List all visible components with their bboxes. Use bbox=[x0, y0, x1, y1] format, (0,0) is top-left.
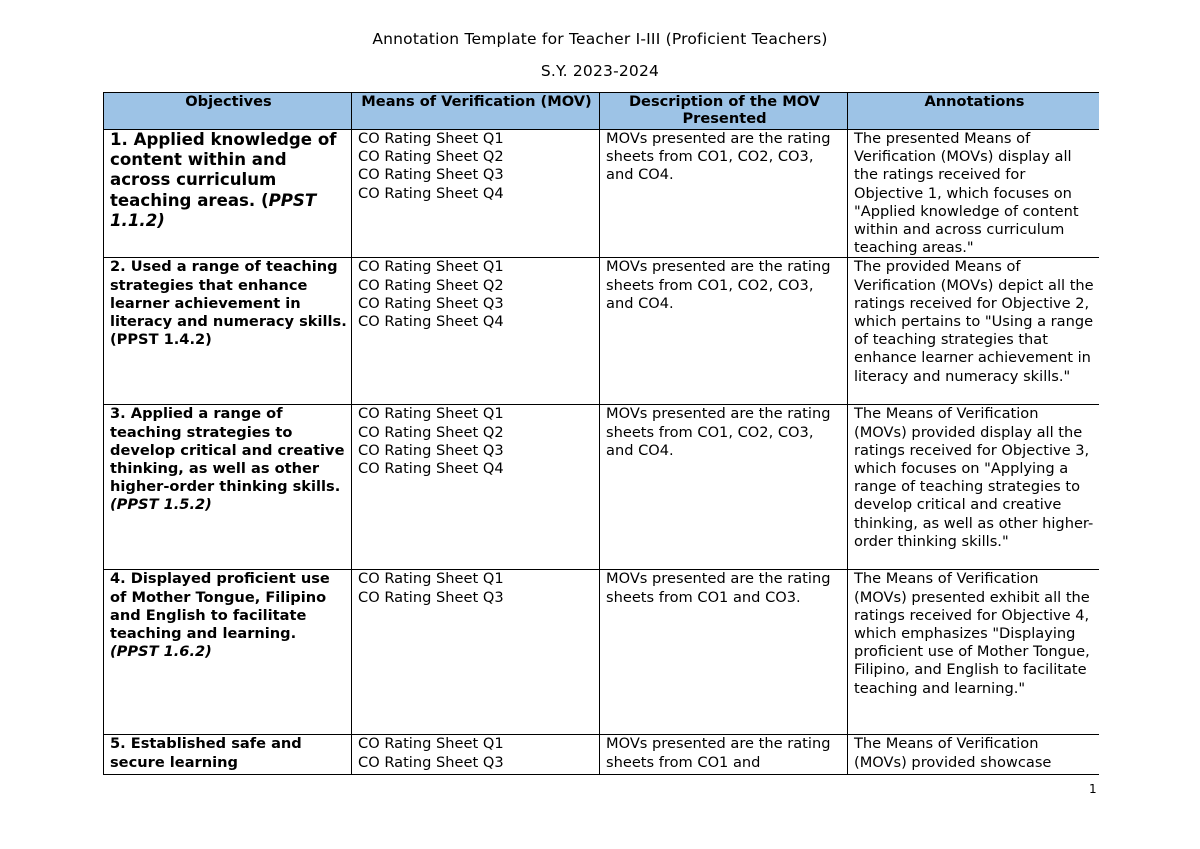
annotation-cell: The Means of Verification (MOVs) provided showcase bbox=[848, 735, 1100, 775]
description-cell: MOVs presented are the rating sheets from CO1, CO2, CO3, and CO4. bbox=[600, 130, 848, 258]
objective-text: 4. Displayed proficient use of Mother Tongue, Filipino and English to facilitate teaching and learning. bbox=[110, 570, 330, 643]
table-row bbox=[104, 405, 1100, 570]
objective-text: 1. Applied knowledge of content within and across curriculum teaching areas. ( bbox=[110, 130, 337, 210]
ppst-reference: PPST 1.1.2) bbox=[110, 190, 317, 230]
column-header-description: Description of the MOV Presented bbox=[600, 93, 848, 130]
mov-cell: CO Rating Sheet Q1 CO Rating Sheet Q2 CO Rating Sheet Q3 CO Rating Sheet Q4 bbox=[352, 130, 600, 258]
objective-text: 2. Used a range of teaching strategies that enhance learner achievement in literacy and numeracy skills. (PPST 1.4.2) bbox=[110, 258, 347, 349]
description-cell: MOVs presented are the rating sheets from CO1, CO2, CO3, and CO4. bbox=[600, 258, 848, 405]
mov-cell: CO Rating Sheet Q1 CO Rating Sheet Q2 CO Rating Sheet Q3 CO Rating Sheet Q4 bbox=[352, 258, 600, 405]
school-year: S.Y. 2023-2024 bbox=[540, 62, 660, 80]
mov-cell: CO Rating Sheet Q1 CO Rating Sheet Q3 bbox=[352, 570, 600, 735]
ppst-reference: (PPST 1.5.2) bbox=[110, 496, 212, 514]
table-row bbox=[104, 130, 1100, 258]
objective-text: 3. Applied a range of teaching strategies to develop critical and creative thinking, as well as other higher-order thinking skills. bbox=[110, 405, 345, 496]
document-title: Annotation Template for Teacher I-III (Proficient Teachers) bbox=[372, 30, 828, 48]
annotation-cell: The presented Means of Verification (MOVs) display all the ratings received for Objective 1, which focuses on "Applied knowledge of content within and across curriculum teaching areas." bbox=[848, 130, 1100, 258]
page-number: 1 bbox=[1089, 782, 1097, 796]
description-cell: MOVs presented are the rating sheets from CO1 and CO3. bbox=[600, 570, 848, 735]
description-cell: MOVs presented are the rating sheets from CO1 and bbox=[600, 735, 848, 775]
annotation-cell: The provided Means of Verification (MOVs) depict all the ratings received for Objective 2, which pertains to "Using a range of teaching strategies that enhance learner achievement in literacy and numeracy skills." bbox=[848, 258, 1100, 405]
table-row bbox=[104, 570, 1100, 735]
annotation-table bbox=[103, 92, 1099, 775]
annotation-cell: The Means of Verification (MOVs) provided display all the ratings received for Objective 3, which focuses on "Applying a range of teaching strategies to develop critical and creative thinking, as well as other higher-order thinking skills." bbox=[848, 405, 1100, 570]
objective-text: 5. Established safe and secure learning bbox=[110, 735, 302, 771]
annotation-cell: The Means of Verification (MOVs) presented exhibit all the ratings received for Objective 4, which emphasizes "Displaying proficient use of Mother Tongue, Filipino, and English to facilitate teaching and learning." bbox=[848, 570, 1100, 735]
ppst-reference: (PPST 1.6.2) bbox=[110, 643, 212, 661]
table-row bbox=[104, 258, 1100, 405]
table-header-row bbox=[104, 93, 1100, 130]
table-row bbox=[104, 735, 1100, 775]
column-header-objectives: Objectives bbox=[104, 93, 352, 130]
objective-cell bbox=[104, 735, 352, 775]
annotation-table-container bbox=[103, 92, 1099, 775]
mov-cell: CO Rating Sheet Q1 CO Rating Sheet Q3 bbox=[352, 735, 600, 775]
column-header-mov: Means of Verification (MOV) bbox=[352, 93, 600, 130]
description-cell: MOVs presented are the rating sheets from CO1, CO2, CO3, and CO4. bbox=[600, 405, 848, 570]
objective-cell bbox=[104, 570, 352, 735]
objective-cell bbox=[104, 130, 352, 258]
mov-cell: CO Rating Sheet Q1 CO Rating Sheet Q2 CO Rating Sheet Q3 CO Rating Sheet Q4 bbox=[352, 405, 600, 570]
objective-cell bbox=[104, 258, 352, 405]
column-header-annotations: Annotations bbox=[848, 93, 1100, 130]
objective-cell bbox=[104, 405, 352, 570]
